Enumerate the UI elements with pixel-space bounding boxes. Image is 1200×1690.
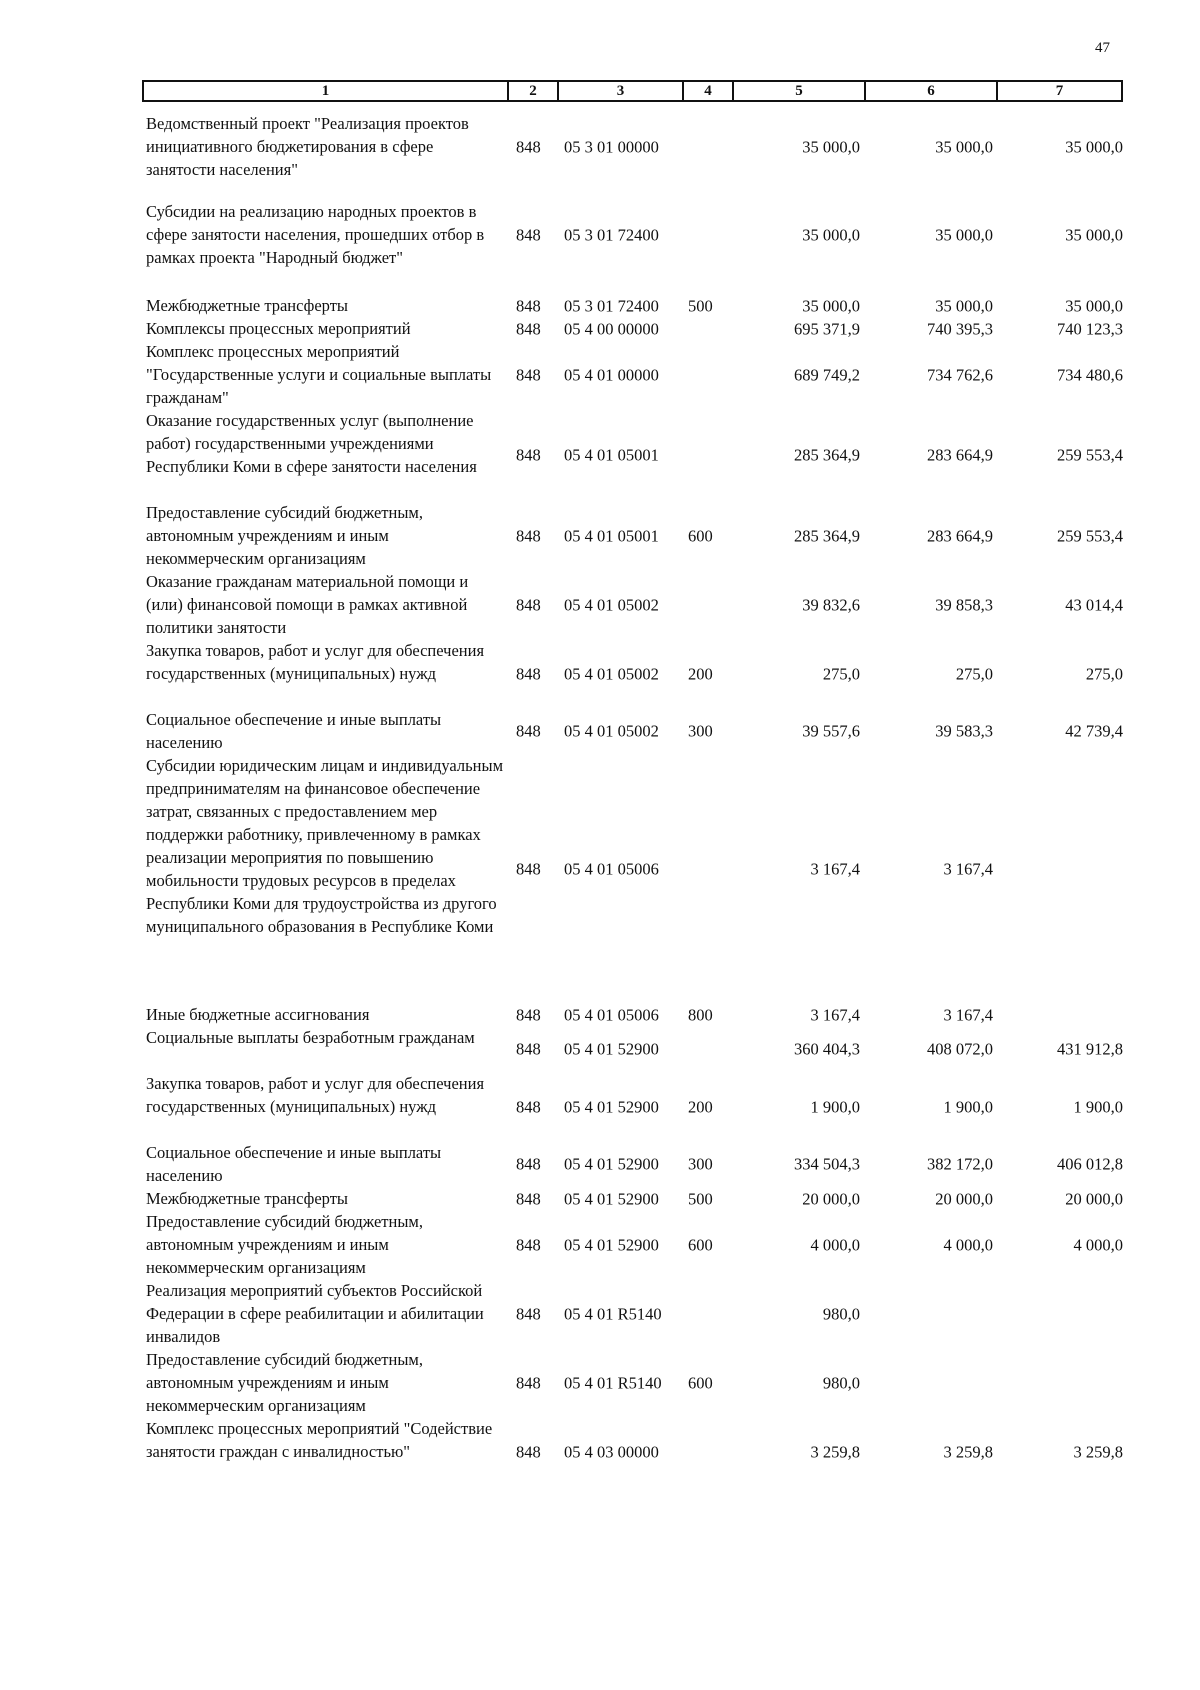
- row-amount-col5: 39 557,6: [802, 721, 860, 741]
- row-amount-col5: 3 167,4: [810, 859, 860, 879]
- row-admin-code: 848: [516, 296, 541, 315]
- row-admin-code: 848: [516, 225, 541, 245]
- row-expense-type: 600: [688, 526, 713, 545]
- row-amount-col5: 689 749,2: [794, 365, 860, 384]
- row-name: Комплекс процессных мероприятий "Содействие занятости граждан с инвалидностью": [146, 1419, 493, 1461]
- row-amount-col7: 35 000,0: [1065, 296, 1123, 315]
- budget-table-body: [0, 112, 1200, 1486]
- table-row: [0, 1141, 1200, 1187]
- row-amount-col6: 408 072,0: [927, 1039, 993, 1059]
- header-col-2: 2: [509, 82, 559, 100]
- row-admin-code: 848: [516, 1304, 541, 1323]
- row-name: Межбюджетные трансферты: [146, 296, 349, 315]
- table-row: [0, 1003, 1200, 1026]
- row-amount-col6: 382 172,0: [927, 1154, 993, 1174]
- row-expense-type: 600: [688, 1373, 713, 1392]
- row-admin-code: 848: [516, 526, 541, 545]
- row-name: Субсидии на реализацию народных проектов в сфере занятости населения, прошедших отбор в рамках проекта "Народный бюджет": [146, 202, 485, 267]
- row-target-code: 05 4 01 05002: [564, 595, 659, 614]
- row-target-code: 05 4 03 00000: [564, 1442, 659, 1461]
- row-admin-code: 848: [516, 595, 541, 614]
- row-amount-col5: 20 000,0: [802, 1189, 860, 1208]
- row-expense-type: 800: [688, 1005, 713, 1024]
- row-target-code: 05 3 01 72400: [564, 225, 659, 245]
- row-amount-col5: 360 404,3: [794, 1039, 860, 1059]
- row-amount-col5: 39 832,6: [802, 595, 860, 614]
- table-row: [0, 294, 1200, 317]
- row-name: Предоставление субсидий бюджетным, автономным учреждениям и иным некоммерческим организациям: [146, 1212, 423, 1277]
- header-col-1: 1: [144, 82, 509, 100]
- table-row: [0, 1026, 1200, 1072]
- row-admin-code: 848: [516, 1442, 541, 1461]
- row-expense-type: 300: [688, 721, 713, 741]
- row-amount-col7: 259 553,4: [1057, 445, 1123, 465]
- row-amount-col6: 275,0: [955, 664, 993, 683]
- row-amount-col7: 35 000,0: [1065, 225, 1123, 245]
- row-target-code: 05 4 01 00000: [564, 365, 659, 384]
- row-amount-col5: 3 167,4: [810, 1005, 860, 1024]
- row-amount-col5: 334 504,3: [794, 1154, 860, 1174]
- table-row: [0, 501, 1200, 570]
- row-amount-col6: 20 000,0: [935, 1189, 993, 1208]
- row-amount-col6: 35 000,0: [935, 225, 993, 245]
- row-expense-type: 200: [688, 1097, 713, 1116]
- row-name: Межбюджетные трансферты: [146, 1189, 349, 1208]
- table-row: [0, 639, 1200, 708]
- row-name: Реализация мероприятий субъектов Российской Федерации в сфере реабилитации и абилитации инвалидов: [146, 1281, 484, 1346]
- header-col-6: 6: [866, 82, 998, 100]
- row-name: Закупка товаров, работ и услуг для обеспечения государственных (муниципальных) нужд: [146, 641, 485, 683]
- row-target-code: 05 4 01 05002: [564, 721, 659, 741]
- row-amount-col6: 3 167,4: [943, 1005, 993, 1024]
- row-amount-col6: 734 762,6: [927, 365, 993, 384]
- row-amount-col5: 285 364,9: [794, 526, 860, 545]
- row-amount-col6: 39 583,3: [935, 721, 993, 741]
- row-target-code: 05 4 01 05001: [564, 526, 659, 545]
- row-amount-col5: 35 000,0: [802, 225, 860, 245]
- row-name: Социальное обеспечение и иные выплаты населению: [146, 710, 442, 752]
- row-admin-code: 848: [516, 1189, 541, 1208]
- row-name: Закупка товаров, работ и услуг для обеспечения государственных (муниципальных) нужд: [146, 1074, 485, 1116]
- row-amount-col6: 39 858,3: [935, 595, 993, 614]
- row-name: Социальное обеспечение и иные выплаты населению: [146, 1143, 442, 1185]
- row-admin-code: 848: [516, 1097, 541, 1116]
- row-expense-type: 300: [688, 1154, 713, 1174]
- row-amount-col6: 35 000,0: [935, 296, 993, 315]
- row-amount-col5: 1 900,0: [810, 1097, 860, 1116]
- header-col-5: 5: [734, 82, 866, 100]
- row-amount-col5: 4 000,0: [810, 1235, 860, 1254]
- row-admin-code: 848: [516, 1154, 541, 1174]
- table-row: [0, 1210, 1200, 1279]
- table-row: [0, 340, 1200, 409]
- table-row: [0, 1348, 1200, 1417]
- table-header: [142, 80, 1123, 102]
- row-name: Ведомственный проект "Реализация проектов инициативного бюджетирования в сфере занятости населения": [146, 114, 469, 179]
- row-admin-code: 848: [516, 859, 541, 879]
- row-amount-col7: 275,0: [1085, 664, 1123, 683]
- table-row: [0, 317, 1200, 340]
- row-target-code: 05 4 01 05006: [564, 859, 659, 879]
- row-name: Комплекс процессных мероприятий "Государственные услуги и социальные выплаты гражданам": [146, 342, 492, 407]
- table-row: [0, 570, 1200, 639]
- row-admin-code: 848: [516, 445, 541, 465]
- row-name: Иные бюджетные ассигнования: [146, 1005, 370, 1024]
- row-amount-col5: 3 259,8: [810, 1442, 860, 1461]
- row-name: Предоставление субсидий бюджетным, автономным учреждениям и иным некоммерческим организациям: [146, 1350, 423, 1415]
- row-amount-col7: 43 014,4: [1065, 595, 1123, 614]
- row-target-code: 05 4 01 05001: [564, 445, 659, 465]
- row-expense-type: 500: [688, 296, 713, 315]
- row-expense-type: 600: [688, 1235, 713, 1254]
- row-target-code: 05 4 01 05002: [564, 664, 659, 683]
- row-amount-col7: 4 000,0: [1073, 1235, 1123, 1254]
- row-amount-col7: 431 912,8: [1057, 1039, 1123, 1059]
- row-target-code: 05 4 01 R5140: [564, 1373, 662, 1392]
- row-target-code: 05 3 01 00000: [564, 137, 659, 157]
- header-col-3: 3: [559, 82, 684, 100]
- row-expense-type: 500: [688, 1189, 713, 1208]
- row-amount-col7: 42 739,4: [1065, 721, 1123, 741]
- row-admin-code: 848: [516, 1235, 541, 1254]
- row-amount-col7: 3 259,8: [1073, 1442, 1123, 1461]
- table-row: [0, 708, 1200, 754]
- page-number: 47: [1095, 40, 1110, 56]
- row-admin-code: 848: [516, 664, 541, 683]
- row-amount-col6: 3 259,8: [943, 1442, 993, 1461]
- row-amount-col6: 283 664,9: [927, 526, 993, 545]
- row-target-code: 05 4 01 R5140: [564, 1304, 662, 1323]
- table-row: [0, 409, 1200, 501]
- row-amount-col6: 1 900,0: [943, 1097, 993, 1116]
- row-expense-type: 200: [688, 664, 713, 683]
- row-amount-col5: 980,0: [822, 1373, 860, 1392]
- row-amount-col5: 35 000,0: [802, 137, 860, 157]
- table-row: [0, 200, 1200, 270]
- row-amount-col7: 406 012,8: [1057, 1154, 1123, 1174]
- row-name: Субсидии юридическим лицам и индивидуальным предпринимателям на финансовое обеспечение затрат, связанных с предоставлением мер поддержки работнику, привлеченному в рамках реализации мероприятия по повышению мобильности трудовых ресурсов в пределах Республики Коми для трудоустройства из другого муниципального образования в Республике Коми: [146, 756, 504, 936]
- header-col-7: 7: [1055, 82, 1064, 99]
- row-amount-col7: 1 900,0: [1073, 1097, 1123, 1116]
- table-row: [0, 112, 1200, 182]
- row-amount-col6: 35 000,0: [935, 137, 993, 157]
- row-admin-code: 848: [516, 137, 541, 157]
- row-amount-col7: 35 000,0: [1065, 137, 1123, 157]
- row-target-code: 05 4 01 52900: [564, 1039, 659, 1059]
- row-amount-col7: 259 553,4: [1057, 526, 1123, 545]
- row-amount-col5: 35 000,0: [802, 296, 860, 315]
- row-name: Оказание государственных услуг (выполнение работ) государственными учреждениями Республики Коми в сфере занятости населения: [146, 411, 477, 476]
- row-target-code: 05 4 00 00000: [564, 319, 659, 338]
- row-admin-code: 848: [516, 1039, 541, 1059]
- row-target-code: 05 4 01 52900: [564, 1235, 659, 1254]
- row-target-code: 05 4 01 52900: [564, 1097, 659, 1116]
- row-amount-col6: 740 395,3: [927, 319, 993, 338]
- row-amount-col7: 740 123,3: [1057, 319, 1123, 338]
- row-amount-col6: 4 000,0: [943, 1235, 993, 1254]
- row-amount-col5: 275,0: [822, 664, 860, 683]
- row-admin-code: 848: [516, 721, 541, 741]
- row-target-code: 05 3 01 72400: [564, 296, 659, 315]
- table-row: [0, 1279, 1200, 1348]
- row-admin-code: 848: [516, 1005, 541, 1024]
- row-target-code: 05 4 01 05006: [564, 1005, 659, 1024]
- row-name: Социальные выплаты безработным гражданам: [146, 1028, 475, 1047]
- table-row: [0, 1187, 1200, 1210]
- table-row: [0, 1072, 1200, 1141]
- table-row: [0, 1417, 1200, 1486]
- row-amount-col5: 285 364,9: [794, 445, 860, 465]
- row-amount-col6: 3 167,4: [943, 859, 993, 879]
- row-admin-code: 848: [516, 1373, 541, 1392]
- row-name: Предоставление субсидий бюджетным, автономным учреждениям и иным некоммерческим организациям: [146, 503, 423, 568]
- row-name: Оказание гражданам материальной помощи и (или) финансовой помощи в рамках активной политики занятости: [146, 572, 469, 637]
- row-amount-col7: 20 000,0: [1065, 1189, 1123, 1208]
- row-amount-col5: 980,0: [822, 1304, 860, 1323]
- row-admin-code: 848: [516, 365, 541, 384]
- row-name: Комплексы процессных мероприятий: [146, 319, 411, 338]
- row-target-code: 05 4 01 52900: [564, 1154, 659, 1174]
- row-amount-col7: 734 480,6: [1057, 365, 1123, 384]
- row-amount-col5: 695 371,9: [794, 319, 860, 338]
- row-target-code: 05 4 01 52900: [564, 1189, 659, 1208]
- row-amount-col6: 283 664,9: [927, 445, 993, 465]
- header-col-4: 4: [684, 82, 734, 100]
- table-row: [0, 754, 1200, 984]
- row-admin-code: 848: [516, 319, 541, 338]
